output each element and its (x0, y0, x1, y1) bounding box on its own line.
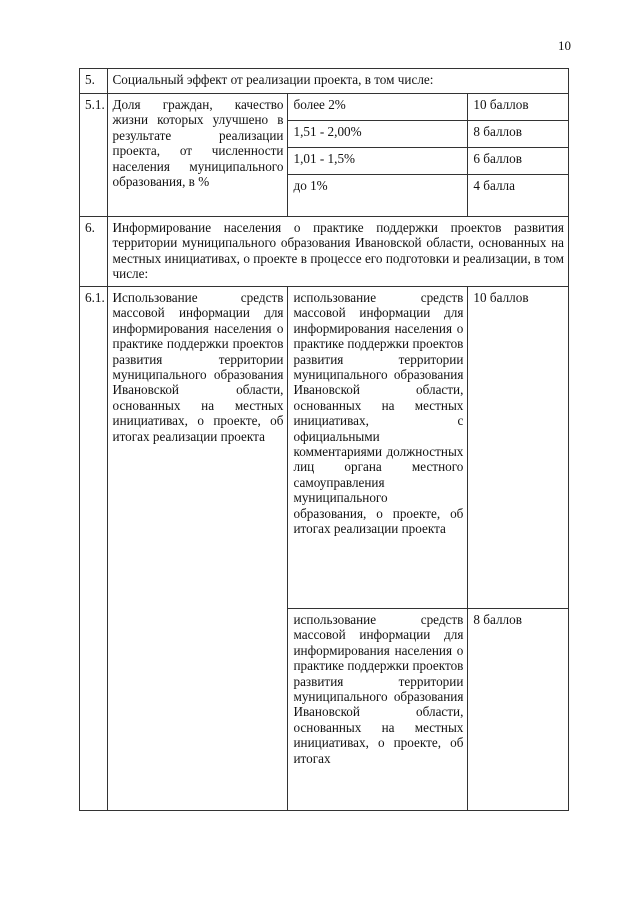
option-score: 6 баллов (468, 148, 569, 175)
criterion-cell: Доля граждан, качество жизни которых улучшено в результате реализации проекта, от численности населения муниципального образования, в % (107, 94, 288, 217)
option-value: использование средств массовой информации для информирования населения о практике поддержки проектов развития территории муниципального образования Ивановской области, основанных на местных инициативах, с официальными комментариями должностных лиц органа местного самоуправления муниципального образования, о проекте, об итогах реализации проекта (288, 287, 468, 609)
option-score: 8 баллов (468, 121, 569, 148)
option-score: 10 баллов (468, 94, 569, 121)
section-heading: Информирование населения о практике поддержки проектов развития территории муниципального образования Ивановской области, основанных на местных инициативах, о проекте в процессе его подготовки и реализации, в том числе: (107, 217, 568, 287)
option-value: 1,01 - 1,5% (288, 148, 468, 175)
option-score: 8 баллов (468, 609, 569, 811)
table-row (80, 94, 569, 121)
row-number: 6. (80, 217, 108, 287)
option-value: более 2% (288, 94, 468, 121)
option-value: использование средств массовой информации для информирования населения о практике поддержки проектов развития территории муниципального образования Ивановской области, основанных на местных инициативах, о проекте, об итогах (288, 609, 468, 811)
table-row (80, 69, 569, 94)
option-score: 4 балла (468, 175, 569, 217)
page-number: 10 (558, 38, 571, 53)
option-score: 10 баллов (468, 287, 569, 609)
option-value: 1,51 - 2,00% (288, 121, 468, 148)
option-value: до 1% (288, 175, 468, 217)
row-number: 5. (80, 69, 108, 94)
table-row (80, 217, 569, 287)
criterion-cell: Использование средств массовой информации для информирования населения о практике поддержки проектов развития территории муниципального образования Ивановской области, основанных на местных инициативах, о проекте, об итогах реализации проекта (107, 287, 288, 811)
row-number: 5.1. (80, 94, 108, 217)
criteria-table (79, 68, 569, 811)
row-number: 6.1. (80, 287, 108, 811)
table-row (80, 287, 569, 609)
section-heading: Социальный эффект от реализации проекта, в том числе: (107, 69, 568, 94)
